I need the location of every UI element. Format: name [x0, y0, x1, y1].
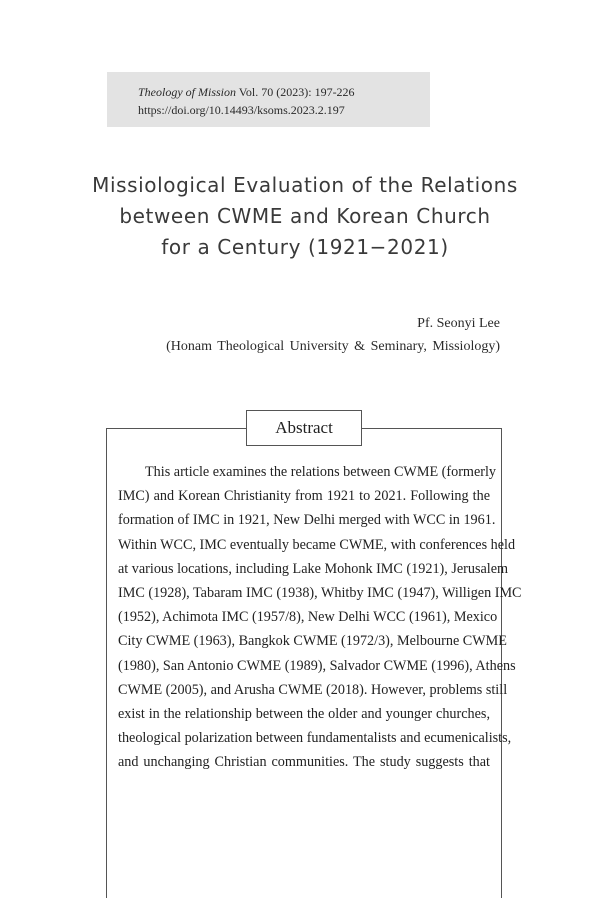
journal-volume-line	[138, 83, 430, 101]
abstract-line: (1980), San Antonio CWME (1989), Salvador CWME (1996), Athens	[118, 657, 516, 674]
abstract-line: This article examines the relations between CWME (formerly	[145, 464, 497, 480]
paper-title-line-2: between CWME and Korean Church	[119, 204, 491, 228]
abstract-line: formation of IMC in 1921, New Delhi merged with WCC in 1961.	[118, 512, 496, 529]
abstract-line: and unchanging Christian communities. The study suggests that	[118, 754, 490, 771]
abstract-line: Within WCC, IMC eventually became CWME, with conferences held	[118, 536, 516, 553]
abstract-line: IMC) and Korean Christianity from 1921 to 2021. Following the	[118, 488, 490, 505]
abstract-line: (1952), Achimota IMC (1957/8), New Delhi WCC (1961), Mexico	[118, 609, 498, 626]
journal-volume-info: Vol. 70 (2023): 197-226	[236, 85, 355, 99]
paper-title-line-3: for a Century (1921−2021)	[161, 235, 449, 259]
abstract-line: IMC (1928), Tabaram IMC (1938), Whitby IMC (1947), Willigen IMC	[118, 585, 522, 602]
abstract-line: City CWME (1963), Bangkok CWME (1972/3), Melbourne CWME	[118, 633, 507, 650]
abstract-body	[118, 460, 522, 775]
author-name: Pf. Seonyi Lee	[417, 316, 500, 331]
journal-citation-box	[107, 72, 430, 127]
abstract-heading: Abstract	[246, 410, 362, 446]
paper-title	[0, 170, 600, 263]
abstract-line: exist in the relationship between the older and younger churches,	[118, 706, 490, 723]
author-affiliation: (Honam Theological University & Seminary, Missiology)	[166, 339, 500, 354]
journal-name: Theology of Mission	[138, 85, 236, 99]
paper-title-line-1: Missiological Evaluation of the Relations	[92, 173, 518, 197]
abstract-line: theological polarization between fundamentalists and ecumenicalists,	[118, 730, 512, 747]
abstract-line: at various locations, including Lake Mohonk IMC (1921), Jerusalem	[118, 560, 509, 577]
journal-doi: https://doi.org/10.14493/ksoms.2023.2.197	[138, 103, 345, 117]
abstract-line: CWME (2005), and Arusha CWME (2018). However, problems still	[118, 681, 508, 698]
